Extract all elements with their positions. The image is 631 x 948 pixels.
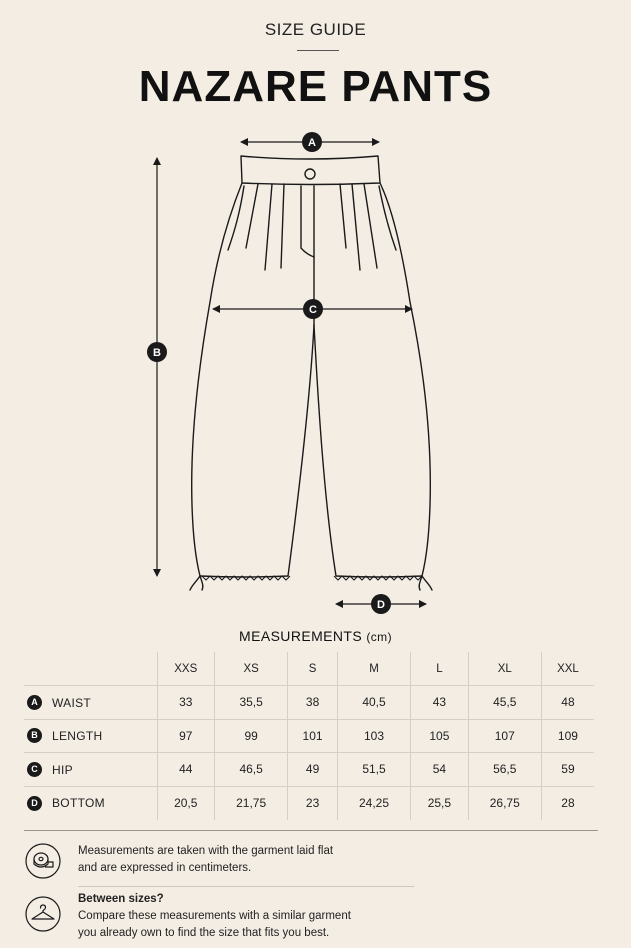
row-label-text: LENGTH <box>52 728 103 743</box>
hanger-icon <box>25 896 61 932</box>
tape-measure-icon <box>25 843 61 879</box>
table-cell: 109 <box>541 719 594 753</box>
size-header-row <box>24 652 594 686</box>
table-cell: 101 <box>288 719 338 753</box>
info-divider <box>24 830 598 831</box>
row-label-bottom <box>24 786 157 820</box>
row-label-length <box>24 719 157 753</box>
table-cell: 54 <box>411 753 469 787</box>
row-label-hip <box>24 753 157 787</box>
badge-c: C <box>27 762 42 777</box>
between-note-line-2: you already own to find the size that fits you best. <box>78 927 330 939</box>
table-cell: 51,5 <box>337 753 410 787</box>
badge-d: D <box>27 796 42 811</box>
row-label-header <box>24 652 157 686</box>
table-cell: 21,75 <box>215 786 288 820</box>
between-note-line-1: Compare these measurements with a similar garment <box>78 910 351 922</box>
flat-note-line-2: and are expressed in centimeters. <box>78 862 252 874</box>
table-cell: 23 <box>288 786 338 820</box>
badge-b: B <box>27 728 42 743</box>
between-sizes-title: Between sizes? <box>78 893 164 905</box>
table-row <box>24 753 594 787</box>
flat-note-line-1: Measurements are taken with the garment laid flat <box>78 845 334 857</box>
size-header: L <box>411 652 469 686</box>
size-header: XS <box>215 652 288 686</box>
table-row <box>24 719 594 753</box>
table-row <box>24 686 594 720</box>
table-cell: 25,5 <box>411 786 469 820</box>
table-cell: 24,25 <box>337 786 410 820</box>
table-cell: 49 <box>288 753 338 787</box>
marker-b <box>147 342 167 362</box>
table-cell: 105 <box>411 719 469 753</box>
table-cell: 99 <box>215 719 288 753</box>
table-cell: 44 <box>157 753 215 787</box>
marker-d <box>371 594 391 614</box>
table-cell: 107 <box>468 719 541 753</box>
table-cell: 48 <box>541 686 594 720</box>
size-header: S <box>288 652 338 686</box>
svg-text:D: D <box>377 599 385 611</box>
row-label-text: HIP <box>52 762 73 777</box>
size-table <box>24 652 594 820</box>
table-cell: 103 <box>337 719 410 753</box>
table-cell: 59 <box>541 753 594 787</box>
table-cell: 35,5 <box>215 686 288 720</box>
between-sizes-note <box>78 891 351 942</box>
table-cell: 28 <box>541 786 594 820</box>
kicker-divider <box>297 50 339 51</box>
page-title: NAZARE PANTS <box>138 62 493 111</box>
table-cell: 46,5 <box>215 753 288 787</box>
svg-text:A: A <box>308 137 316 149</box>
pants-outline <box>190 156 432 590</box>
measurements-unit: (cm) <box>366 630 392 644</box>
info-subdivider <box>78 886 414 887</box>
row-label-text: WAIST <box>52 695 92 710</box>
marker-c <box>303 299 323 319</box>
size-header: XXL <box>541 652 594 686</box>
pants-diagram <box>0 120 631 620</box>
table-cell: 20,5 <box>157 786 215 820</box>
table-cell: 56,5 <box>468 753 541 787</box>
table-cell: 40,5 <box>337 686 410 720</box>
flat-measurement-note <box>78 843 333 877</box>
size-header: M <box>337 652 410 686</box>
row-label-text: BOTTOM <box>52 796 105 811</box>
table-cell: 43 <box>411 686 469 720</box>
size-header: XXS <box>157 652 215 686</box>
svg-text:B: B <box>153 347 161 359</box>
table-cell: 26,75 <box>468 786 541 820</box>
table-cell: 33 <box>157 686 215 720</box>
table-cell: 45,5 <box>468 686 541 720</box>
table-row <box>24 786 594 820</box>
measurements-heading <box>0 628 631 644</box>
size-header: XL <box>468 652 541 686</box>
badge-a: A <box>27 695 42 710</box>
table-cell: 97 <box>157 719 215 753</box>
measurements-title: MEASUREMENTS <box>239 628 363 644</box>
svg-text:C: C <box>309 304 317 316</box>
row-label-waist <box>24 686 157 720</box>
marker-a <box>302 132 322 152</box>
size-guide-kicker: SIZE GUIDE <box>264 20 367 39</box>
table-cell: 38 <box>288 686 338 720</box>
